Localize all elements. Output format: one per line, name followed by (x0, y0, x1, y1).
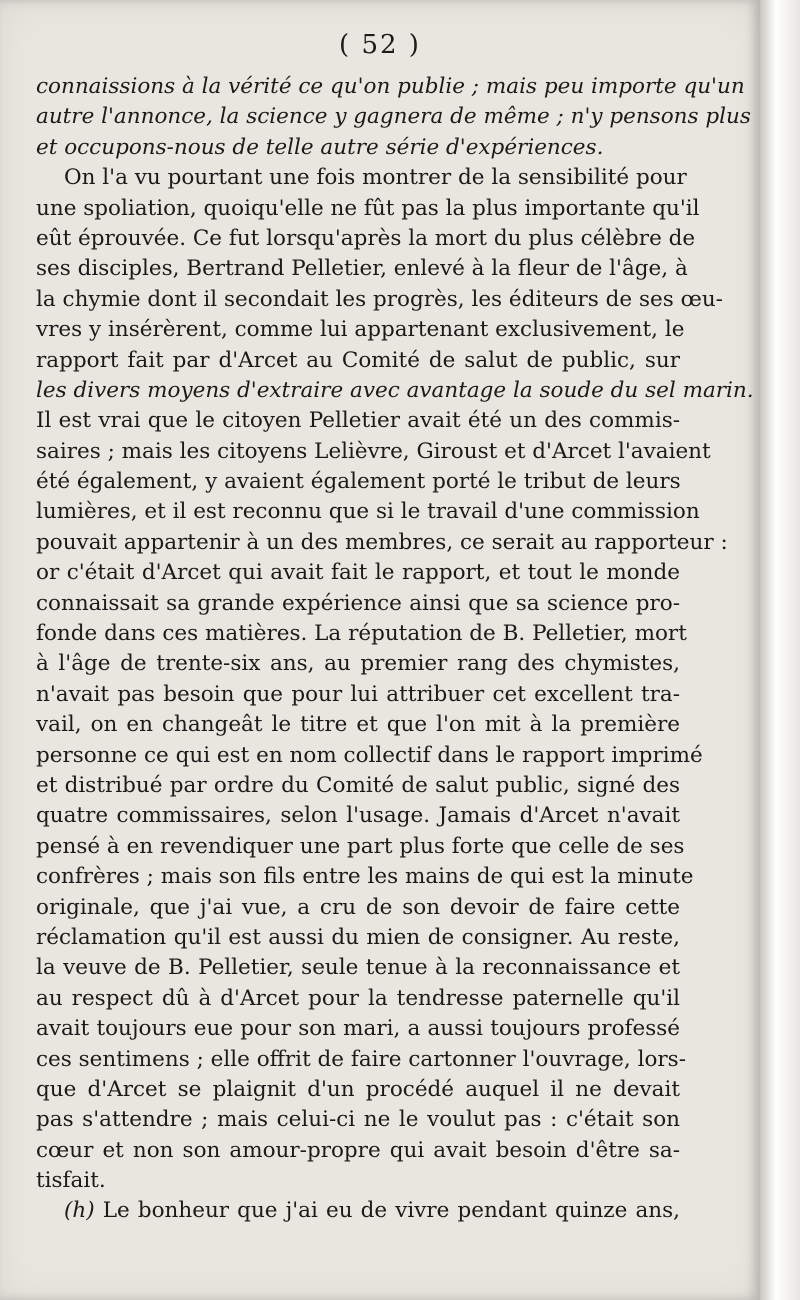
report-title-line: les divers moyens d'extraire avec avantage la soude du sel marin. (36, 377, 754, 403)
text-line: au respect dû à d'Arcet pour la tendresse paternelle qu'il (36, 985, 680, 1011)
text-line: que d'Arcet se plaignit d'un procédé auquel il ne devait (36, 1076, 680, 1102)
text-line: pensé à en revendiquer une part plus forte que celle de ses (36, 833, 685, 859)
text-line: la veuve de B. Pelletier, seule tenue à la reconnaissance et (36, 955, 680, 981)
footnote-text: Le bonheur que j'ai eu de vivre pendant quinze ans, (102, 1198, 680, 1224)
text-line: fonde dans ces matières. La réputation de B. Pelletier, mort (36, 621, 687, 647)
text-line: vail, on en changeât le titre et que l'on mit à la première (36, 712, 680, 738)
text-line: à l'âge de trente-six ans, au premier rang des chymistes, (36, 651, 680, 677)
text-line: connaissait sa grande expérience ainsi que sa science pro- (36, 590, 680, 616)
text-line: originale, que j'ai vue, a cru de son devoir de faire cette (36, 894, 680, 920)
text-line: ces sentimens ; elle offrit de faire cartonner l'ouvrage, lors- (36, 1046, 686, 1072)
text-line: cœur et non son amour-propre qui avait besoin d'être sa- (36, 1137, 680, 1163)
page-edge (760, 0, 800, 1300)
text-line: quatre commissaires, selon l'usage. Jamais d'Arcet n'avait (36, 803, 680, 829)
text-line: et occupons-nous de telle autre série d'expériences. (36, 134, 604, 160)
text-line: Il est vrai que le citoyen Pelletier avait été un des commis- (36, 408, 680, 434)
text-line: n'avait pas besoin que pour lui attribuer cet excellent tra- (36, 681, 680, 707)
text-line: été également, y avaient également porté le tribut de leurs (36, 469, 681, 495)
text-line: personne ce qui est en nom collectif dans le rapport imprimé (36, 742, 703, 768)
text-line: connaissions à la vérité ce qu'on publie ; mais peu importe qu'un (36, 74, 745, 99)
text-line: eût éprouvée. Ce fut lorsqu'après la mort du plus célèbre de (36, 225, 696, 251)
page-number: ( 52 ) (339, 30, 421, 60)
text-line: vres y insérèrent, comme lui appartenant exclusivement, le (36, 317, 685, 343)
text-line: pouvait appartenir à un des membres, ce serait au rapporteur : (36, 529, 728, 555)
text-line: la chymie dont il secondait les progrès, les éditeurs de ses œu- (36, 286, 723, 312)
paragraph-start-line: On l'a vu pourtant une fois montrer de la sensibilité pour (64, 165, 687, 191)
text-line: or c'était d'Arcet qui avait fait le rapport, et tout le monde (36, 560, 680, 586)
text-line: autre l'annonce, la science y gagnera de même ; n'y pensons plus (36, 104, 751, 130)
text-line: saires ; mais les citoyens Lelièvre, Giroust et d'Arcet l'avaient (36, 438, 711, 464)
text-line: lumières, et il est reconnu que si le travail d'une commission (36, 499, 700, 525)
text-line: pas s'attendre ; mais celui-ci ne le voulut pas : c'était son (36, 1107, 680, 1133)
body-text (36, 72, 754, 1227)
footnote-line (36, 1196, 680, 1226)
text-line: rapport fait par d'Arcet au Comité de salut de public, sur (36, 347, 680, 373)
text-line: réclamation qu'il est aussi du mien de consigner. Au reste, (36, 924, 680, 950)
text-line: une spoliation, quoiqu'elle ne fût pas la plus importante qu'il (36, 195, 700, 221)
text-line: avait toujours eue pour son mari, a aussi toujours professé (36, 1016, 680, 1042)
text-line: confrères ; mais son fils entre les mains de qui est la minute (36, 864, 694, 890)
text-line: et distribué par ordre du Comité de salut public, signé des (36, 772, 680, 798)
text-line: ses disciples, Bertrand Pelletier, enlevé à la fleur de l'âge, à (36, 256, 688, 282)
text-line: tisfait. (36, 1168, 106, 1194)
footnote-mark: (h) (64, 1198, 95, 1224)
